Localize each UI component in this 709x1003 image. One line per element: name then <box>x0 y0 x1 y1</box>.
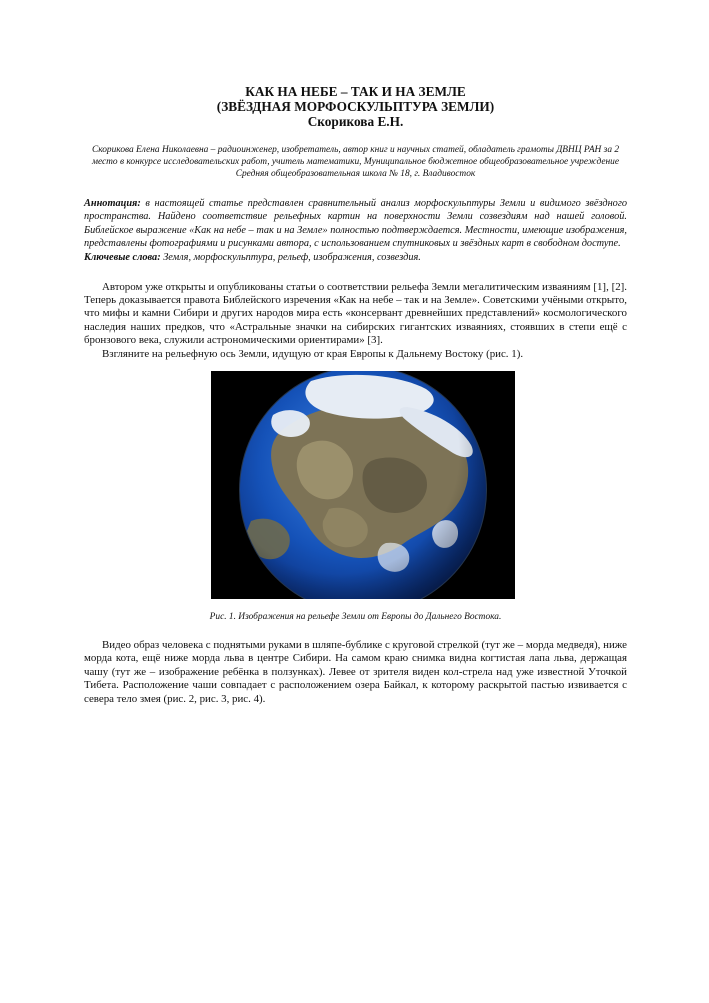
paper-author: Скорикова Е.Н. <box>307 114 404 129</box>
earth-globe-image <box>211 371 515 599</box>
keywords-text: Земля, морфоскульптура, рельеф, изображения, созвездия. <box>160 251 421 263</box>
author-affiliation: Скорикова Елена Николаевна – радиоинженер, изобретатель, автор книг и научных статей, обладатель грамоты ДВНЦ РАН за 2 место в конкурсе исследовательских работ, учитель математики, Муниципальное бюджетное общеобразовательное учреждение Средняя общеобразовательная школа № 18, г. Владивосток <box>91 145 620 180</box>
body-paragraph-2: Взгляните на рельефную ось Земли, идущую от края Европы к Дальнему Востоку (рис. 1). <box>102 347 524 360</box>
body-paragraph-3: Видео образ человека с поднятыми руками в шляпе-бублике с круговой стрелкой (тут же – морда медведя), ниже морда кота, ещё ниже морда льва в центре Сибири. На самом краю снимка видна когтистая лапа льва, держащая чашу (тут же – изображение ребёнка в ползунках). Левее от зрителя виден кол-стрела над уже известной Уточкой Тибета. Расположение чаши совпадает с расположением озера Байкал, к которому раскрытой пастью извивается с севера тело змея (рис. 2, рис. 3, рис. 4). <box>84 639 627 705</box>
paper-title-line-2: (ЗВЁЗДНАЯ МОРФОСКУЛЬПТУРА ЗЕМЛИ) <box>216 99 495 114</box>
paper-title-line-1: КАК НА НЕБЕ – ТАК И НА ЗЕМЛЕ <box>245 84 466 99</box>
abstract-label: Аннотация: <box>84 197 141 209</box>
body-paragraph-1: Автором уже открыты и опубликованы статьи о соответствии рельефа Земли мегалитическим изваяниям [1], [2]. Теперь доказывается правота Библейского изречения «Как на небе – так и на Земле». Советскими учёными открыто, что мифы и камни Сибири и других народов мира есть «консервант древнейших представлений» космологического наследия наших предков, что «Астральные значки на сибирских гигантских изваяниях, стоявших в степи ещё с бронзового века, служили астрономическими ориентирами» [3]. <box>84 280 627 347</box>
keywords <box>84 251 627 265</box>
figure-caption: Рис. 1. Изображения на рельефе Земли от Европы до Дальнего Востока. <box>209 612 502 623</box>
paper-page <box>84 84 627 717</box>
abstract <box>84 197 627 251</box>
abstract-text: в настоящей статье представлен сравнительный анализ морфоскульптуры Земли и видимого звёздного пространства. Найдено соответствие рельефных картин на поверхности Земли созвездиям над нашей головой. Библейское выражение «Как на небе – так и на Земле» полностью подтверждается. Местности, имеющие изображения, представлены фотографиями и рисунками автора, с использованием спутниковых и звёздных карт в свободном доступе. <box>84 197 627 250</box>
figure-earth-globe <box>211 371 515 599</box>
keywords-label: Ключевые слова: <box>84 251 161 263</box>
